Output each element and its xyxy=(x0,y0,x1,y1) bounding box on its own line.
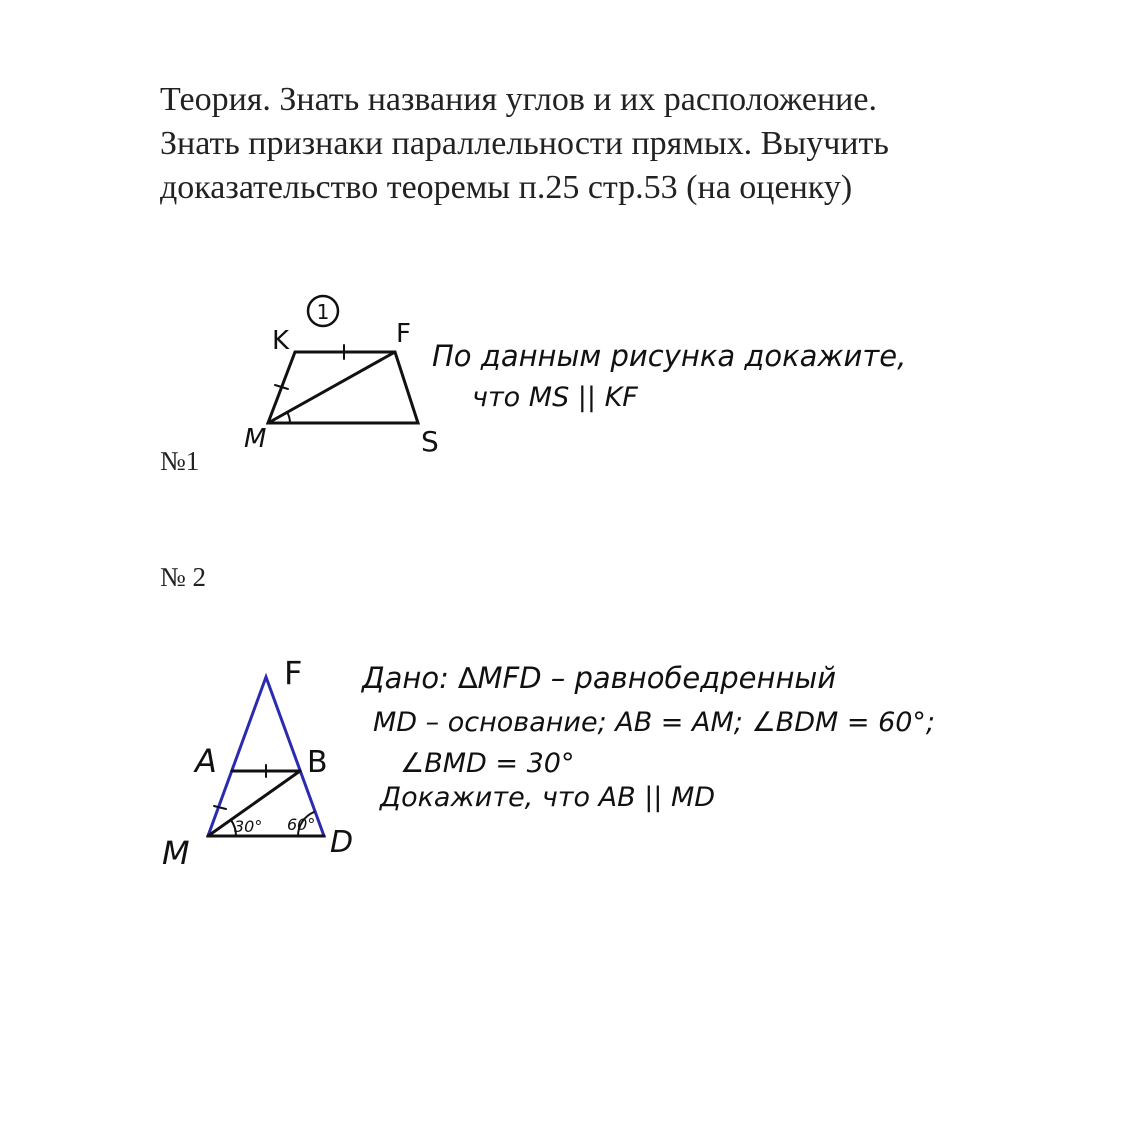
theory-line-1: Теория. Знать названия углов и их расположение. xyxy=(160,81,877,118)
task2-given-line-3: ∠BMD = 30° xyxy=(400,748,575,779)
point-label-k1: K xyxy=(272,326,290,356)
theory-line-3: доказательство теоремы п.25 стр.53 (на оценку) xyxy=(160,169,853,206)
task1-note-line-2: что MS || KF xyxy=(472,382,638,413)
point-label-a2: A xyxy=(195,742,217,780)
task1-note-line-1: По данным рисунка докажите, xyxy=(432,339,907,373)
angle-arc-m xyxy=(287,412,290,423)
point-label-f1: F xyxy=(396,319,411,349)
figure-1 xyxy=(268,345,418,423)
circle-number-1-label: 1 xyxy=(316,300,330,324)
figure-1-circle xyxy=(308,296,338,326)
task-number-2: № 2 xyxy=(160,562,207,592)
task-number-1: №1 xyxy=(160,446,200,476)
point-label-s1: S xyxy=(421,425,439,458)
point-label-m2: M xyxy=(162,834,190,872)
task2-given-line-1: Дано: ∆MFD – равнобедренный xyxy=(362,661,837,695)
theory-line-2: Знать признаки параллельности прямых. Выучить xyxy=(160,125,889,162)
angle-label-60: 60° xyxy=(287,815,316,834)
point-label-d2: D xyxy=(330,825,354,860)
task2-given-line-2: MD – основание; AB = AM; ∠BDM = 60°; xyxy=(373,707,936,738)
angle-label-30: 30° xyxy=(234,817,263,836)
point-label-b2: B xyxy=(307,745,328,780)
task2-prove-line: Докажите, что AB || MD xyxy=(380,782,716,813)
point-label-m1: M xyxy=(244,424,267,454)
point-label-f2: F xyxy=(284,654,303,692)
trapezoid-kfsm xyxy=(268,352,418,423)
